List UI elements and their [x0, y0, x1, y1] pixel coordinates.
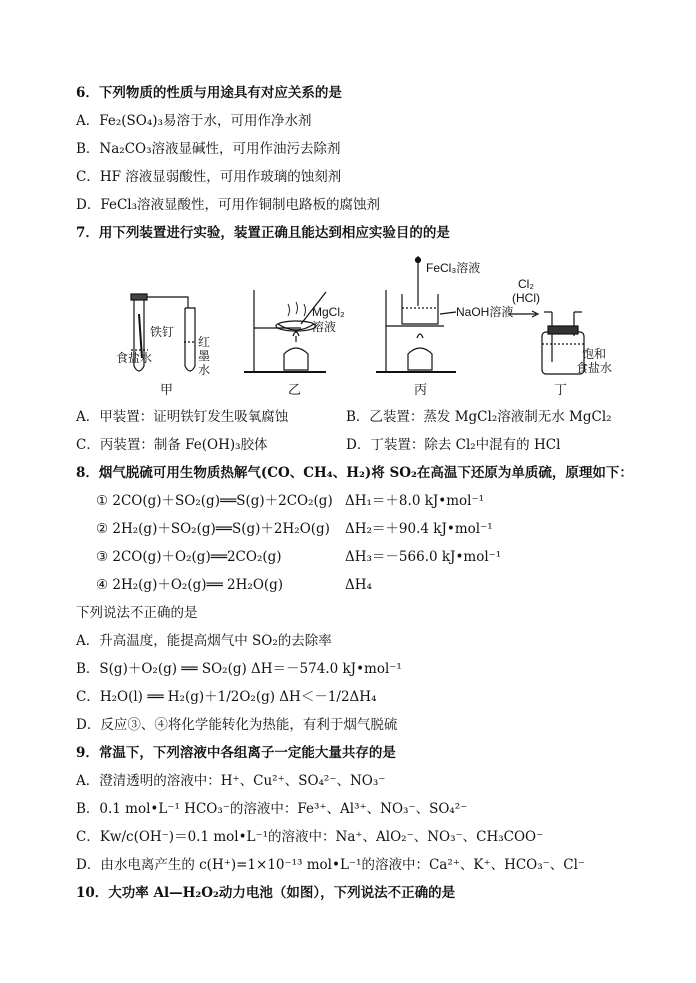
q8-eq2: ② 2H₂(g)＋SO₂(g)══S(g)＋2H₂O(g) — [96, 521, 330, 537]
q8-dh4: ΔH₄ — [345, 577, 372, 593]
label-saltwater: 食盐水 — [116, 351, 153, 365]
q6-option-c: C．HF 溶液显弱酸性，可用作玻璃的蚀刻剂 — [76, 169, 342, 185]
q9-option-d: D．由水电离产生的 c(H⁺)=1×10⁻¹³ mol•L⁻¹的溶液中：Ca²⁺、K⁺、HCO₃⁻、Cl⁻ — [76, 857, 586, 873]
label-hcl: (HCl) — [512, 291, 540, 305]
q9-option-b: B．0.1 mol•L⁻¹ HCO₃⁻的溶液中：Fe³⁺、Al³⁺、NO₃⁻、SO₄²⁻ — [76, 801, 468, 817]
q6-option-a: A．Fe₂(SO₄)₃易溶于水，可用作净水剂 — [76, 113, 312, 129]
label-jia: 甲 — [160, 382, 174, 397]
q10-stem: 10．大功率 Al—H₂O₂动力电池（如图），下列说法不正确的是 — [76, 885, 456, 901]
label-yi: 乙 — [288, 382, 302, 397]
q8-stem: 8．烟气脱硫可用生物质热解气(CO、CH₄、H₂)将 SO₂在高温下还原为单质硫，原理如下： — [76, 465, 633, 481]
q8-option-a: A．升高温度，能提高烟气中 SO₂的去除率 — [76, 633, 332, 649]
q7-stem: 7．用下列装置进行实验，装置正确且能达到相应实验目的的是 — [76, 225, 450, 241]
label-mgcl2: MgCl₂ — [312, 305, 345, 319]
q9-option-a: A．澄清透明的溶液中：H⁺、Cu²⁺、SO₄²⁻、NO₃⁻ — [76, 773, 386, 789]
label-saturated-1: 饱和 — [582, 347, 607, 361]
label-rongye: 溶液 — [312, 320, 337, 334]
q8-eq3: ③ 2CO(g)＋O₂(g)══2CO₂(g) — [96, 549, 282, 565]
q9-stem: 9．常温下，下列溶液中各组离子一定能大量共存的是 — [76, 745, 396, 761]
label-redink-1: 红 — [198, 335, 211, 349]
q8-dh1: ΔH₁＝＋8.0 kJ•mol⁻¹ — [345, 493, 485, 509]
q6-option-b: B．Na₂CO₃溶液显碱性，可用作油污去除剂 — [76, 141, 341, 157]
q8-option-d: D．反应③、④将化学能转化为热能，有利于烟气脱硫 — [76, 717, 398, 733]
q8-dh3: ΔH₃＝－566.0 kJ•mol⁻¹ — [345, 549, 502, 565]
label-fecl3: FeCl₃溶液 — [426, 261, 481, 275]
apparatus-ding — [508, 311, 584, 374]
label-redink-3: 水 — [198, 363, 211, 377]
label-cl2: Cl₂ — [518, 277, 534, 291]
q7-option-a: A．甲装置：证明铁钉发生吸氧腐蚀 — [76, 409, 289, 425]
label-naoh: NaOH溶液 — [456, 305, 514, 319]
q8-option-b: B．S(g)＋O₂(g) ══ SO₂(g) ΔH＝－574.0 kJ•mol⁻¹ — [76, 661, 402, 677]
q8-eq4: ④ 2H₂(g)＋O₂(g)══ 2H₂O(g) — [96, 577, 284, 593]
label-nail: 铁钉 — [150, 325, 175, 339]
label-ding: 丁 — [554, 382, 568, 397]
q7-option-c: C．丙装置：制备 Fe(OH)₃胶体 — [76, 437, 268, 453]
q6-option-d: D．FeCl₃溶液显酸性，可用作铜制电路板的腐蚀剂 — [76, 197, 380, 213]
q8-prompt: 下列说法不正确的是 — [76, 605, 198, 621]
q8-dh2: ΔH₂＝＋90.4 kJ•mol⁻¹ — [345, 521, 493, 537]
q7-apparatus-figure — [96, 254, 656, 402]
q9-option-c: C．Kw/c(OH⁻)＝0.1 mol•L⁻¹的溶液中：Na⁺、AlO₂⁻、NO₃⁻、CH₃COO⁻ — [76, 829, 544, 845]
q8-eq1: ① 2CO(g)＋SO₂(g)══S(g)＋2CO₂(g) — [96, 493, 333, 509]
label-bing: 丙 — [414, 382, 428, 397]
q8-option-c: C．H₂O(l) ══ H₂(g)＋1/2O₂(g) ΔH＜－1/2ΔH₄ — [76, 689, 377, 705]
q7-option-b: B．乙装置：蒸发 MgCl₂溶液制无水 MgCl₂ — [346, 409, 612, 425]
label-saturated-2: 食盐水 — [576, 361, 613, 375]
q7-option-d: D．丁装置：除去 Cl₂中混有的 HCl — [346, 437, 561, 453]
q6-stem: 6．下列物质的性质与用途具有对应关系的是 — [76, 85, 342, 101]
label-redink-2: 墨 — [198, 349, 211, 363]
